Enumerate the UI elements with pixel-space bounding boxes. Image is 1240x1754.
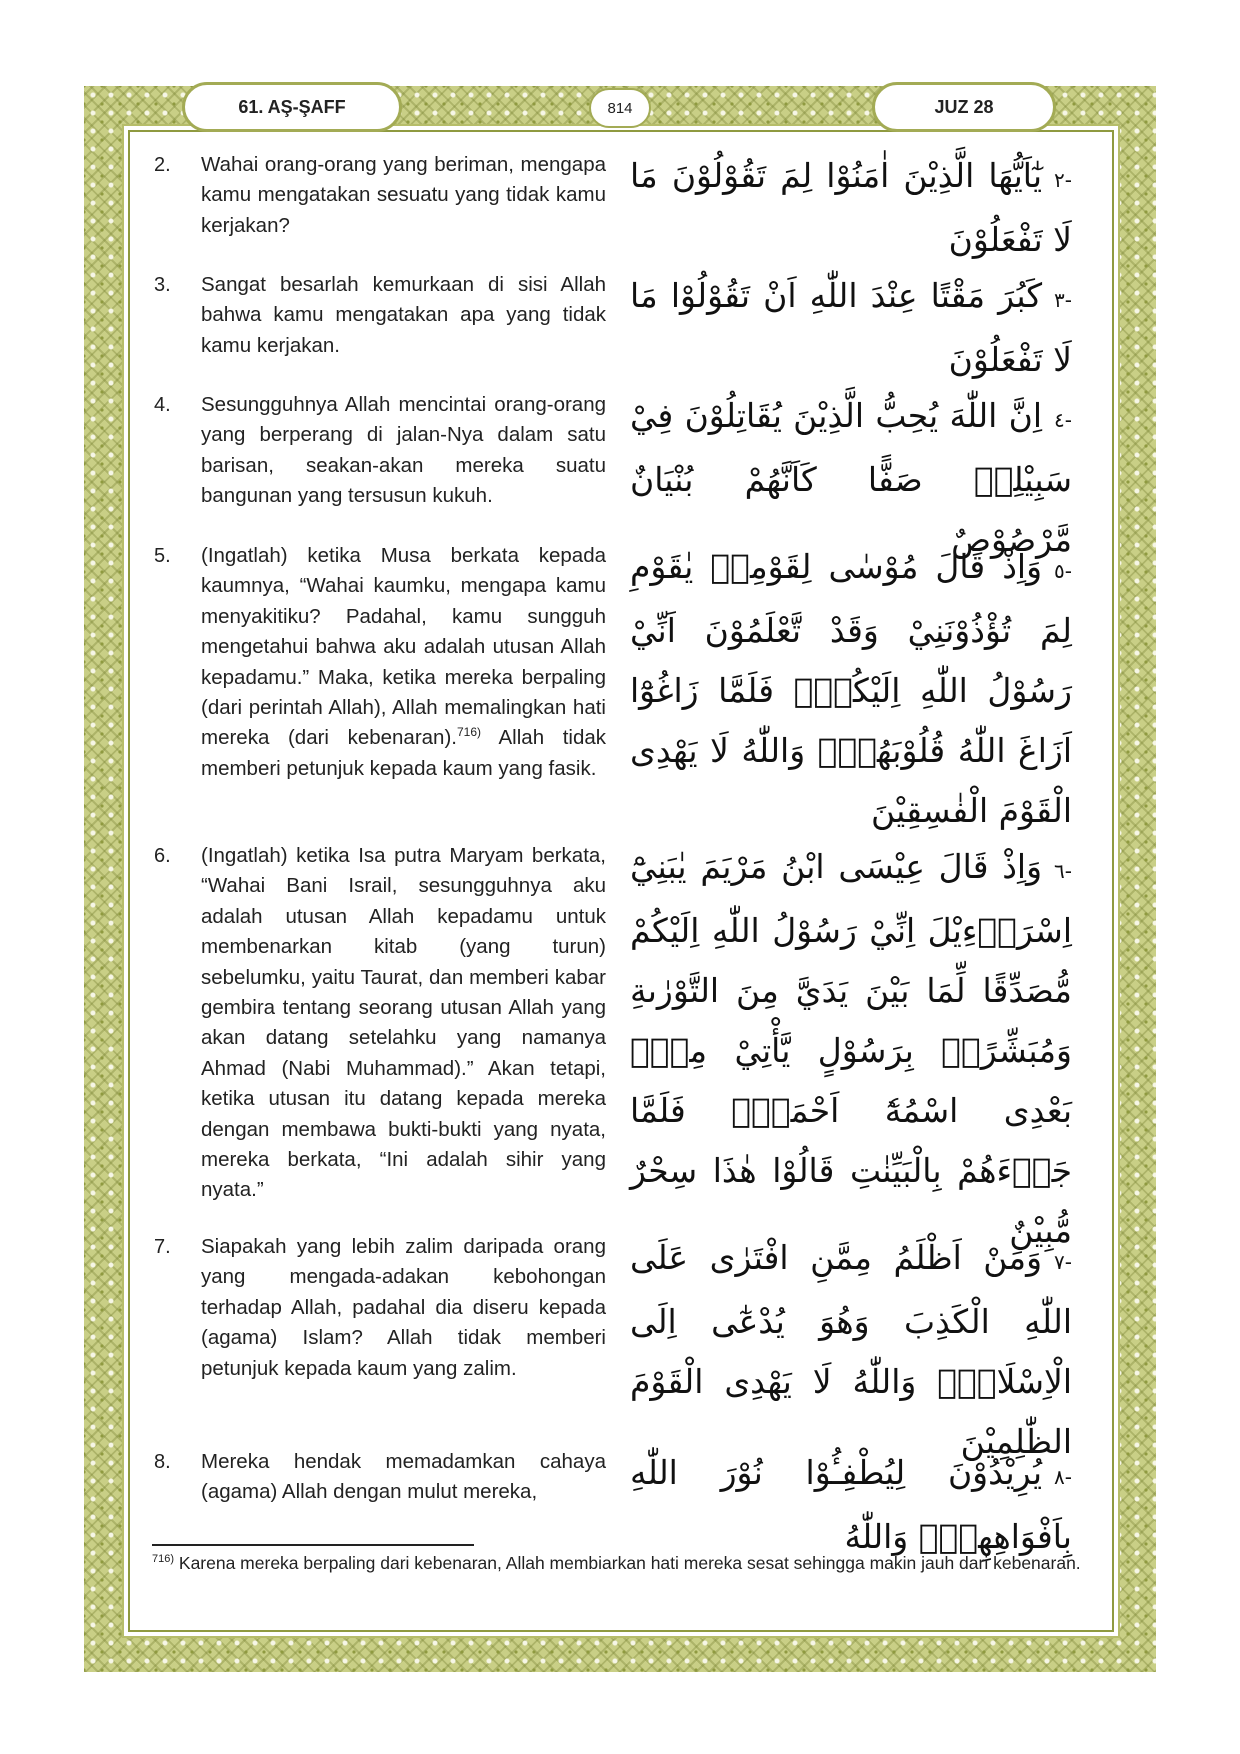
footnote xyxy=(152,1550,1086,1577)
surah-title: 61. AŞ-ŞAFF xyxy=(182,82,402,132)
translation-part: (Ingatlah) ketika Musa berkata kepada kaumnya, “Wahai kaumku, mengapa kamu menyakitiku? Padahal, kamu sungguh mengetahui bahwa aku adalah utusan Allah kepadamu.” Maka, ketika mereka berpaling (dari perintah Allah), Allah memalingkan hati mereka (dari kebenaran). xyxy=(201,544,606,750)
verse-translation: Wahai orang-orang yang beriman, mengapa kamu mengatakan sesuatu yang tidak kamu kerjakan? xyxy=(201,153,606,237)
verse-number: 4. xyxy=(154,394,171,416)
verse-translation xyxy=(201,541,606,784)
arabic-verse-number: -٤ xyxy=(1054,408,1072,432)
verse-translation: (Ingatlah) ketika Isa putra Maryam berkata, “Wahai Bani Israil, sesungguhnya aku adalah utusan Allah kepadamu untuk membenarkan kitab (yang turun) sebelumku, yaitu Taurat, dan memberi kabar gembira tentang seorang utusan Allah yang akan datang setelahku yang namanya Ahmad (Nabi Muhammad).” Akan tetapi, ketika utusan itu datang kepada mereka dengan membawa bukti-bukti yang nyata, mereka berkata, “Ini adalah sihir yang nyata.” xyxy=(201,844,606,1202)
verse-translation: Sesungguhnya Allah mencintai orang-orang yang berperang di jalan-Nya dalam satu barisan, seakan-akan mereka suatu bangunan yang tersusun kukuh. xyxy=(201,393,606,508)
verse-number: 3. xyxy=(154,274,171,296)
arabic-verse-number: -٣ xyxy=(1054,288,1072,312)
juz-label: JUZ 28 xyxy=(872,82,1056,132)
arabic-verse-number: -٥ xyxy=(1054,559,1072,583)
verse-arabic xyxy=(630,266,1072,390)
translation-part: Allah tidak memberi petunjuk kepada kaum yang fasik. xyxy=(201,726,606,780)
footnote-ref[interactable]: 716) xyxy=(457,725,482,740)
footnote-number: 716) xyxy=(152,1553,175,1566)
verse-arabic xyxy=(630,837,1072,1261)
verse-arabic xyxy=(630,146,1072,270)
arabic-text: يُرِيْدُوْنَ لِيُطْفِـُٔوْا نُوْرَ اللّٰهِ بِاَفْوَاهِهِمْۗ وَاللّٰهُ xyxy=(630,1453,1072,1556)
page-number: 814 xyxy=(589,88,651,128)
verse-arabic xyxy=(630,1443,1072,1567)
verse-number: 5. xyxy=(154,545,171,567)
arabic-verse-number: -٢ xyxy=(1054,168,1072,192)
arabic-text: اِنَّ اللّٰهَ يُحِبُّ الَّذِيْنَ يُقَاتِلُوْنَ فِيْ سَبِيْلِهٖ صَفًّا كَاَنَّهُمْ بُنْيَانٌ مَّرْصُوْصٌ xyxy=(630,396,1072,559)
verse-translation: Mereka hendak memadamkan cahaya (agama) Allah dengan mulut mereka, xyxy=(201,1450,606,1504)
arabic-text: وَاِذْ قَالَ عِيْسَى ابْنُ مَرْيَمَ يٰبَنِيْٓ اِسْرَاۤءِيْلَ اِنِّيْ رَسُوْلُ اللّٰهِ اِلَيْكُمْ مُّصَدِّقًا لِّمَا بَيْنَ يَدَيَّ مِنَ التَّوْرٰىةِ وَمُبَشِّرًاۢ بِرَسُوْلٍ يَّأْتِيْ مِنْۢ بَعْدِى اسْمُهٗٓ اَحْمَدُۗ فَلَمَّا جَاۤءَهُمْ بِالْبَيِّنٰتِ قَالُوْا هٰذَا سِحْرٌ مُّبِيْنٌ xyxy=(630,847,1072,1250)
verse-number: 8. xyxy=(154,1451,171,1473)
arabic-text: وَاِذْ قَالَ مُوْسٰى لِقَوْمِهٖ يٰقَوْمِ لِمَ تُؤْذُوْنَنِيْ وَقَدْ تَّعْلَمُوْنَ اَنِّيْ رَسُوْلُ اللّٰهِ اِلَيْكُمْۗ فَلَمَّا زَاغُوْٓا اَزَاغَ اللّٰهُ قُلُوْبَهُمْۗ وَاللّٰهُ لَا يَهْدِى الْقَوْمَ الْفٰسِقِيْنَ xyxy=(630,547,1072,830)
verse-translation: Siapakah yang lebih zalim daripada orang yang mengada-adakan kebohongan terhadap Allah, padahal dia diseru kepada (agama) Islam? Allah tidak memberi petunjuk kepada kaum yang zalim. xyxy=(201,1235,606,1380)
verse-number: 7. xyxy=(154,1236,171,1258)
verse-translation: Sangat besarlah kemurkaan di sisi Allah bahwa kamu mengatakan apa yang tidak kamu kerjakan. xyxy=(201,273,606,357)
verse-arabic xyxy=(630,1228,1072,1472)
arabic-text: كَبُرَ مَقْتًا عِنْدَ اللّٰهِ اَنْ تَقُوْلُوْا مَا لَا تَفْعَلُوْنَ xyxy=(630,276,1072,379)
verse-number: 6. xyxy=(154,845,171,867)
verse-arabic xyxy=(630,537,1072,841)
arabic-text: يٰٓاَيُّهَا الَّذِيْنَ اٰمَنُوْا لِمَ تَقُوْلُوْنَ مَا لَا تَفْعَلُوْنَ xyxy=(630,156,1072,259)
footnote-divider xyxy=(152,1544,474,1546)
arabic-verse-number: -٦ xyxy=(1054,859,1072,883)
arabic-verse-number: -٧ xyxy=(1054,1250,1072,1274)
footnote-text: Karena mereka berpaling dari kebenaran, Allah membiarkan hati mereka sesat sehingga makin jauh dari kebenaran. xyxy=(174,1553,1081,1573)
verse-number: 2. xyxy=(154,154,171,176)
arabic-verse-number: -٨ xyxy=(1054,1465,1072,1489)
arabic-text: وَمَنْ اَظْلَمُ مِمَّنِ افْتَرٰى عَلَى اللّٰهِ الْكَذِبَ وَهُوَ يُدْعٰٓى اِلَى الْاِسْلَامِۗ وَاللّٰهُ لَا يَهْدِى الْقَوْمَ الظّٰلِمِيْنَ xyxy=(630,1238,1072,1461)
